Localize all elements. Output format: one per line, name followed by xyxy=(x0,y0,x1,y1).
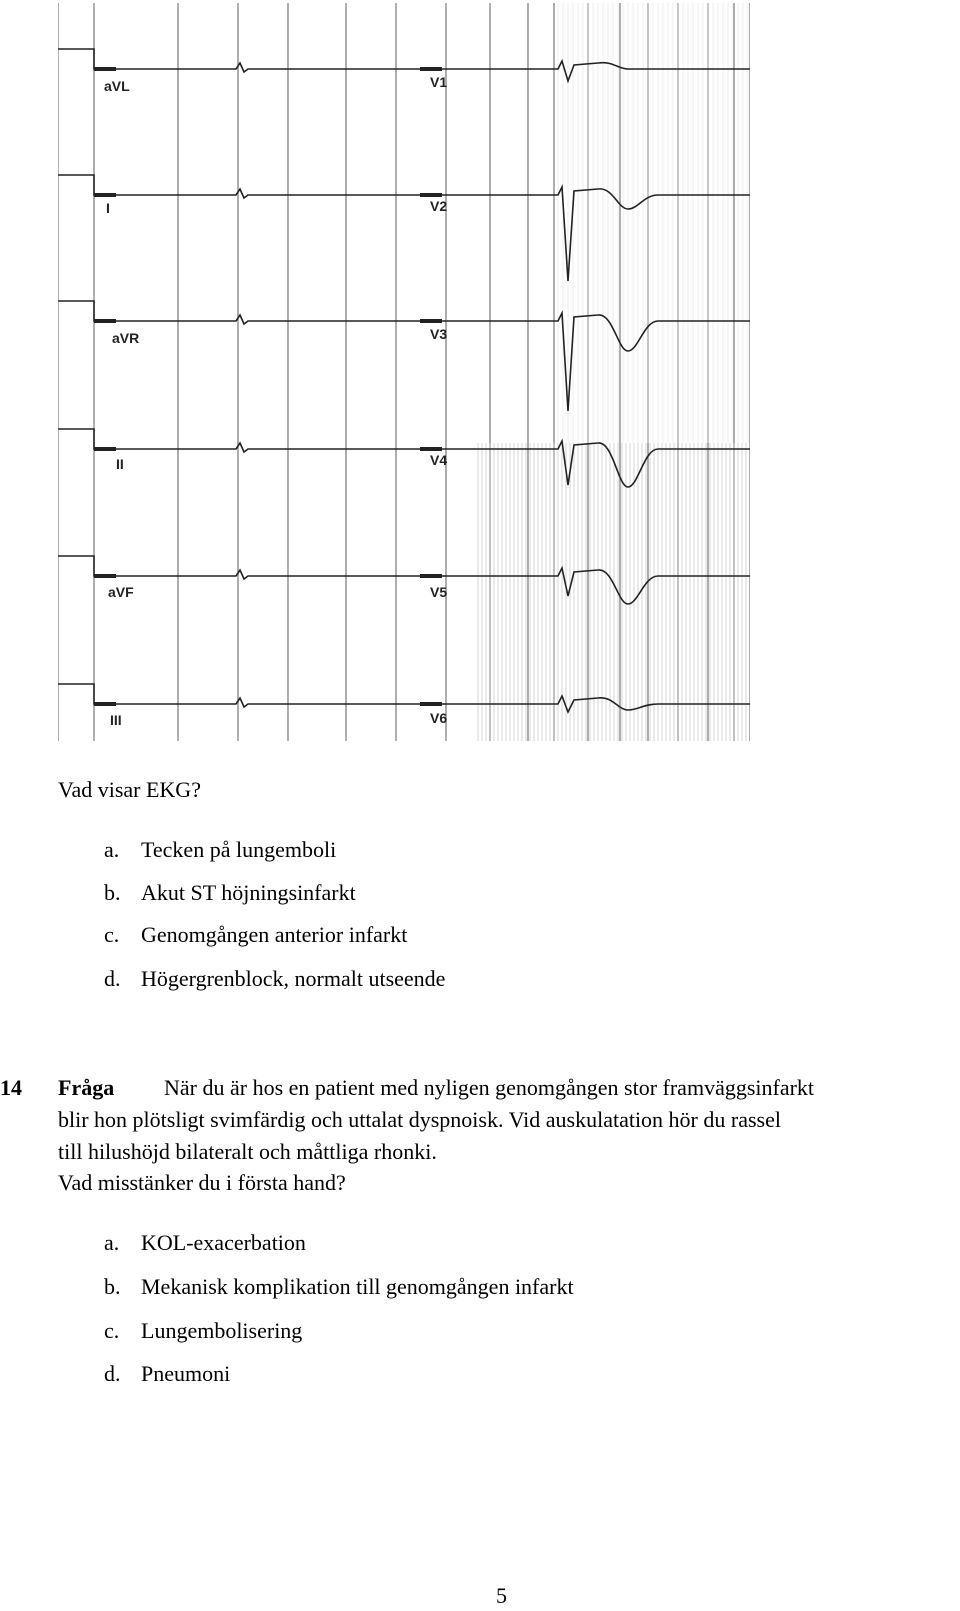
option-letter: d. xyxy=(104,966,121,991)
lead-label: V6 xyxy=(430,710,448,726)
question-number: 14 xyxy=(0,1075,22,1100)
option-letter: c. xyxy=(104,922,120,947)
lead-label: II xyxy=(116,456,124,472)
lead-label: V4 xyxy=(430,452,448,468)
option-text: Mekanisk komplikation till genomgången infarkt xyxy=(141,1274,574,1299)
ekg-tracing xyxy=(58,3,750,741)
option-letter: b. xyxy=(104,880,121,905)
lead-label: I xyxy=(106,200,110,216)
lead-label: aVF xyxy=(108,584,134,600)
option-text: Akut ST höjningsinfarkt xyxy=(141,880,356,905)
question-13-prompt: Vad visar EKG? xyxy=(58,777,201,802)
option-letter: c. xyxy=(104,1318,120,1343)
lead-label: V3 xyxy=(430,326,448,342)
page-number: 5 xyxy=(496,1583,507,1608)
option-text: KOL-exacerbation xyxy=(141,1230,306,1255)
option-text: Pneumoni xyxy=(141,1361,231,1386)
option-letter: a. xyxy=(104,837,120,862)
option-letter: a. xyxy=(104,1230,120,1255)
option-text: Genomgången anterior infarkt xyxy=(141,922,408,947)
question-14-prompt: Vad misstänker du i första hand? xyxy=(58,1170,346,1195)
lead-label: aVR xyxy=(112,330,140,346)
option-text: Högergrenblock, normalt utseende xyxy=(141,966,446,991)
lead-label: V1 xyxy=(430,74,448,90)
lead-label: III xyxy=(110,712,122,728)
option-text: Tecken på lungemboli xyxy=(141,837,337,862)
ekg-grid xyxy=(58,3,750,741)
option-letter: b. xyxy=(104,1274,121,1299)
question-label: Fråga xyxy=(58,1075,115,1100)
question-14-line-2: blir hon plötsligt svimfärdig och uttalat dyspnoisk. Vid auskulatation hör du rassel xyxy=(58,1107,781,1132)
option-letter: d. xyxy=(104,1361,121,1386)
option-text: Lungembolisering xyxy=(141,1318,303,1343)
question-14-line-3: till hilushöjd bilateralt och måttliga rhonki. xyxy=(58,1139,437,1164)
question-14-line-1: När du är hos en patient med nyligen genomgången stor framväggsinfarkt xyxy=(164,1075,815,1100)
lead-label: V5 xyxy=(430,584,448,600)
ekg-image xyxy=(58,3,750,741)
lead-label: V2 xyxy=(430,198,448,214)
lead-label: aVL xyxy=(104,78,130,94)
